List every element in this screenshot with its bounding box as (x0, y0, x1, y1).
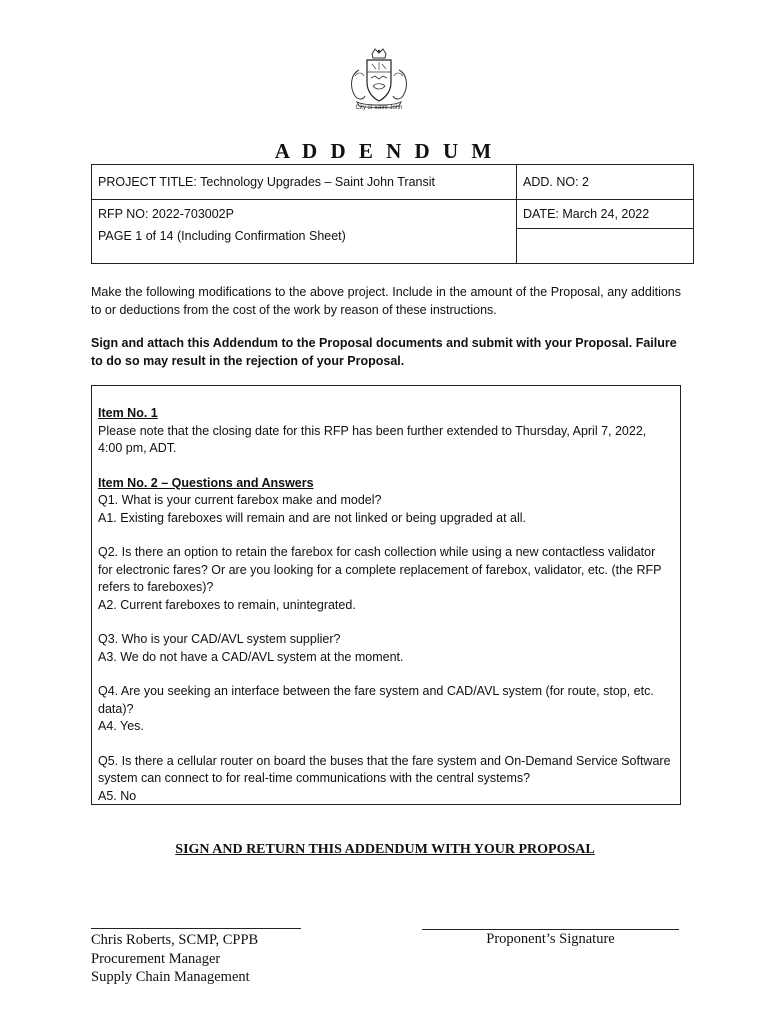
answer-1: A1. Existing fareboxes will remain and are not linked or being upgraded at all. (98, 510, 527, 525)
project-title-cell: PROJECT TITLE: Technology Upgrades – Saint John Transit (92, 165, 517, 200)
signer-signature-line[interactable] (91, 928, 301, 929)
sign-and-return-heading: SIGN AND RETURN THIS ADDENDUM WITH YOUR PROPOSAL (175, 842, 595, 857)
addendum-items-box (91, 385, 681, 805)
items-content (98, 405, 673, 805)
question-1: Q1. What is your current farebox make and model? (98, 493, 382, 507)
page-count-cell: PAGE 1 of 14 (Including Confirmation Sheet) (92, 229, 517, 264)
table-row (92, 165, 694, 200)
proponent-signature-line[interactable] (422, 929, 679, 930)
question-3: Q3. Who is your CAD/AVL system supplier? (98, 632, 341, 646)
empty-cell (517, 229, 694, 264)
signer-name: Chris Roberts, SCMP, CPPB (91, 932, 259, 948)
signer-block (91, 931, 258, 987)
answer-5: A5. No (98, 788, 137, 803)
addendum-info-table (91, 164, 694, 264)
crest-icon (345, 48, 413, 108)
date-cell: DATE: March 24, 2022 (517, 200, 694, 229)
item1-heading: Item No. 1 (98, 406, 158, 420)
answer-2: A2. Current fareboxes to remain, unintegrated. (98, 597, 356, 612)
intro-paragraph: Make the following modifications to the above project. Include in the amount of the Proposal, any additions to or deductions from the cost of the work by reason of these instructions. (91, 285, 681, 317)
document-title: A D D E N D U M (274, 139, 496, 163)
signer-department: Supply Chain Management (91, 969, 250, 985)
question-4: Q4. Are you seeking an interface between the fare system and CAD/AVL system (for route, stop, etc. data)? (98, 684, 654, 716)
add-no-cell: ADD. NO: 2 (517, 165, 694, 200)
table-row (92, 229, 694, 264)
item2-heading: Item No. 2 – Questions and Answers (98, 475, 314, 490)
proponent-signature-label: Proponent’s Signature (486, 931, 615, 947)
logo-caption: City of Saint John (355, 105, 403, 111)
instruction-paragraph: Sign and attach this Addendum to the Proposal documents and submit with your Proposal. Failure to do so may result in the rejection of your Proposal. (91, 336, 677, 368)
question-2: Q2. Is there an option to retain the farebox for cash collection while using a new contactless validator for electronic fares? Or are you looking for a complete replacement of farebox, validator, etc. (the RFP refers to fareboxes)? (98, 545, 662, 594)
rfp-no-cell: RFP NO: 2022-703002P (92, 200, 517, 229)
answer-4: A4. Yes. (98, 719, 144, 733)
table-row (92, 200, 694, 229)
signer-role: Procurement Manager (91, 950, 221, 967)
item1-text: Please note that the closing date for this RFP has been further extended to Thursday, April 7, 2022, 4:00 pm, ADT. (98, 423, 647, 455)
question-5: Q5. Is there a cellular router on board the buses that the fare system and On-Demand Service Software system can connect to for real-time communications with the central systems? (98, 753, 671, 785)
answer-3: A3. We do not have a CAD/AVL system at the moment. (98, 649, 404, 664)
